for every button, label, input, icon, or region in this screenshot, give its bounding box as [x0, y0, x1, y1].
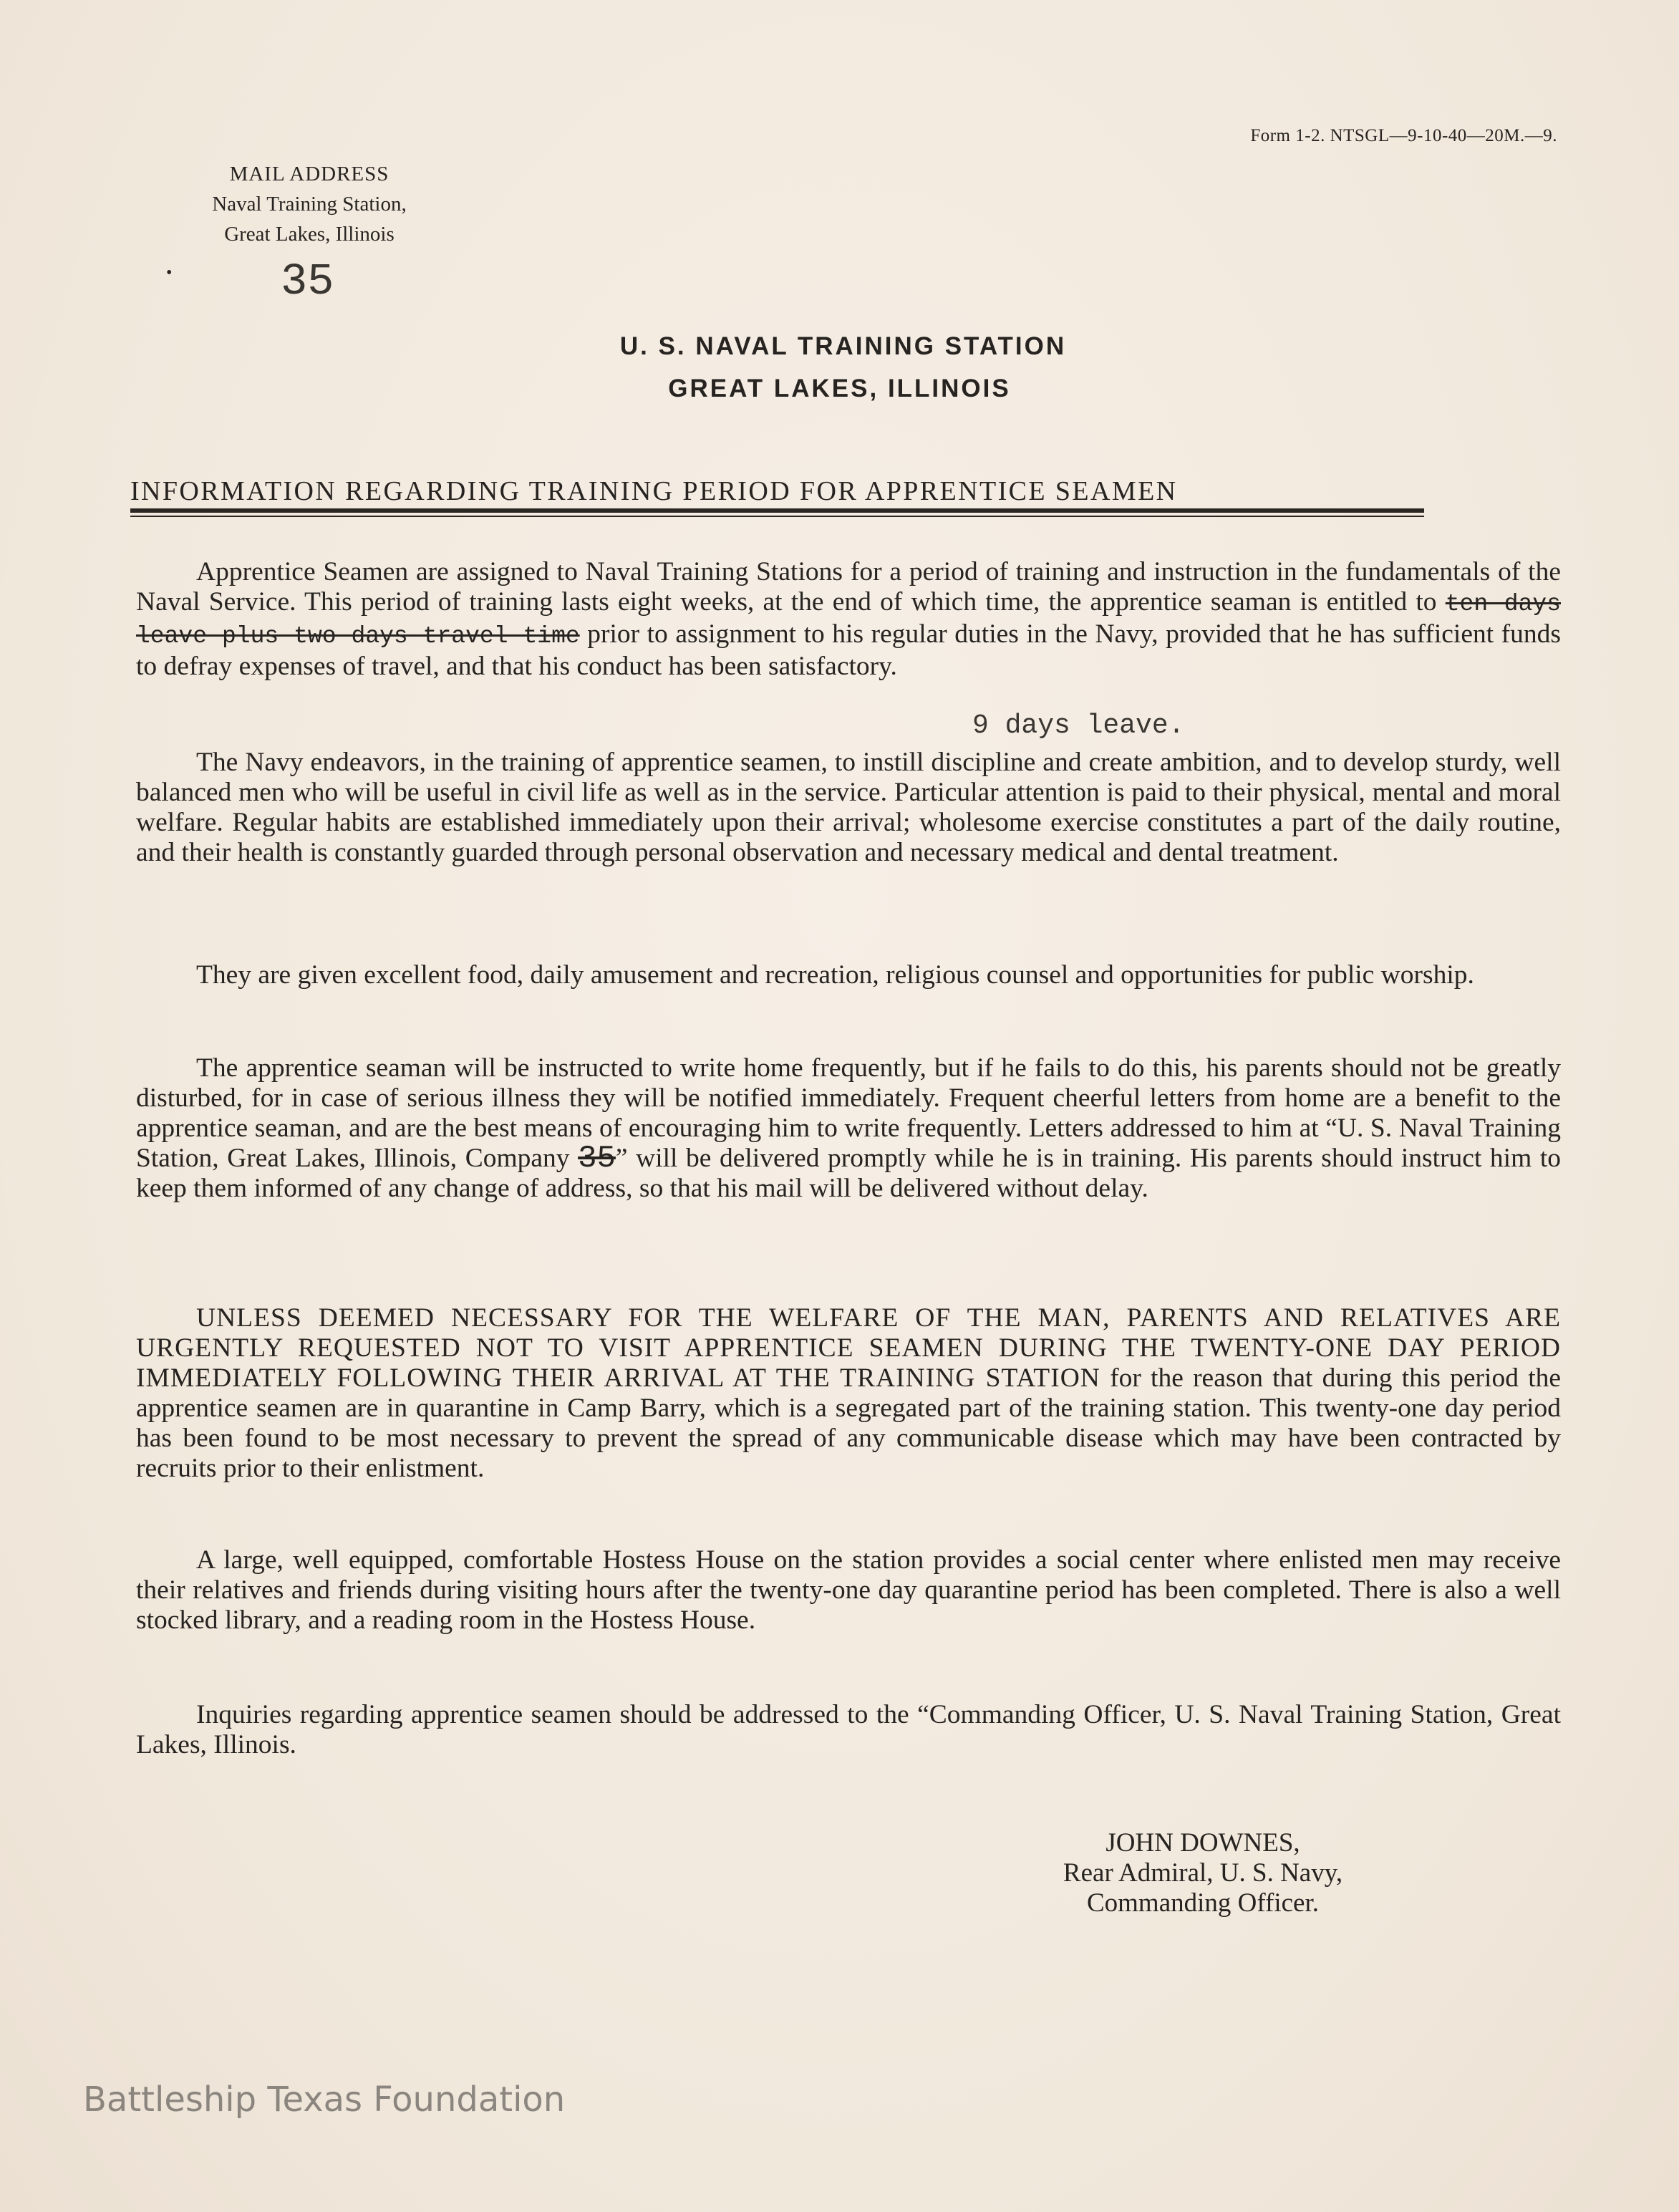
paragraph-1-text-end: prior to assignment to his regular duties in the Navy, provided that he has sufficient funds to defray expenses of travel, and that his conduct has been satisfactory. [136, 619, 1561, 681]
paragraph-4-text: The apprentice seaman will be instructed to write home frequently, but if he fails to do this, his parents should not be greatly disturbed, for in case of serious illness they will be notified immediately. Frequent cheerful letters from home are a benefit to the apprentice seaman, and are the best means of encouraging him to write frequently. Letters addressed to him at “U. S. Naval Training Station, Great Lakes, Illinois, Company [136, 1053, 1561, 1173]
bullet-mark: • [166, 264, 173, 282]
watermark: Battleship Texas Foundation [83, 2080, 566, 2120]
heading-rule-thick [130, 508, 1424, 513]
paragraph-2-text: The Navy endeavors, in the training of apprentice seamen, to instill discipline and create ambition, and to develop sturdy, well balanced men who will be useful in civil life as well as in the service. Particular attention is paid to their physical, mental and moral welfare. Regular habits are established immediately upon their arrival; wholesome exercise constitutes a part of the daily routine, and their health is constantly guarded through personal observation and necessary medical and dental treatment. [136, 748, 1561, 867]
paragraph-quarantine [136, 1303, 1561, 1484]
station-title-line-2: GREAT LAKES, ILLINOIS [668, 375, 1011, 402]
signature-name: JOHN DOWNES, [1105, 1828, 1300, 1858]
form-number: Form 1-2. NTSGL—9-10-40—20M.—9. [1250, 126, 1557, 145]
paragraph-1-text: Apprentice Seamen are assigned to Naval Training Stations for a period of training and instruction in the fundamentals of the Naval Service. This period of training lasts eight weeks, at the end of which time, the apprentice seaman is entitled to [136, 557, 1561, 617]
paragraph-5-caps: UNLESS DEEMED NECESSARY FOR THE WELFARE OF THE MAN, PARENTS AND RELATIVES ARE URGENTLY REQUESTED NOT TO VISIT APPRENTICE SEAMEN DURING THE TWENTY-ONE DAY PERIOD IMMEDIATELY FOLLOWING THEIR ARRIVAL AT THE TRAINING STATION [136, 1303, 1561, 1393]
signature-rank: Rear Admiral, U. S. Navy, [1063, 1858, 1343, 1888]
typed-leave-note: 9 days leave. [972, 710, 1185, 741]
mail-address-line-2: Great Lakes, Illinois [224, 223, 395, 246]
paragraph-food-recreation [136, 960, 1561, 990]
paragraph-5-text: for the reason that during this period the apprentice seamen are in quarantine in Camp Barry, which is a segregated part of the training station. This twenty-one day period has been found to be most necessary to prevent the spread of any communicable disease which may have been contracted by recruits prior to their enlistment. [136, 1363, 1562, 1483]
paragraph-training-period [136, 557, 1561, 682]
paragraph-3-text: They are given excellent food, daily amusement and recreation, religious counsel and opportunities for public worship. [196, 960, 1474, 990]
struck-leave-text: ten days leave plus two days travel time [136, 591, 1561, 649]
paragraph-6-text: A large, well equipped, comfortable Hostess House on the station provides a social center where enlisted men may receive their relatives and friends during visiting hours after the twenty-one day quarantine period has been completed. There is also a well stocked library, and a reading room in the Hostess House. [136, 1545, 1561, 1635]
paragraph-inquiries [136, 1700, 1561, 1760]
mail-address-block [166, 159, 453, 249]
paragraph-letters-home [136, 1053, 1561, 1204]
mail-address-line-1: Naval Training Station, [212, 193, 407, 216]
station-title-line-1: U. S. NAVAL TRAINING STATION [619, 332, 1067, 360]
paragraph-4-text-end: ” will be delivered promptly while he is in training. His parents should instruct him to keep them informed of any change of address, so that his mail will be delivered without delay. [136, 1144, 1561, 1203]
signature-title: Commanding Officer. [1086, 1888, 1320, 1918]
paragraph-hostess-house [136, 1545, 1561, 1636]
document-heading: INFORMATION REGARDING TRAINING PERIOD FOR APPRENTICE SEAMEN [130, 476, 1178, 506]
paragraph-7-text: Inquiries regarding apprentice seamen should be addressed to the “Commanding Officer, U. S. Naval Training Station, Great Lakes, Illinois. [136, 1700, 1561, 1759]
paragraph-navy-endeavors [136, 748, 1561, 868]
typed-company-number: 35 [281, 256, 334, 307]
heading-rule-thin [130, 516, 1424, 517]
mail-address-heading: MAIL ADDRESS [229, 163, 389, 185]
company-number-field: 35 [578, 1141, 616, 1177]
signature-block [988, 1828, 1418, 1918]
